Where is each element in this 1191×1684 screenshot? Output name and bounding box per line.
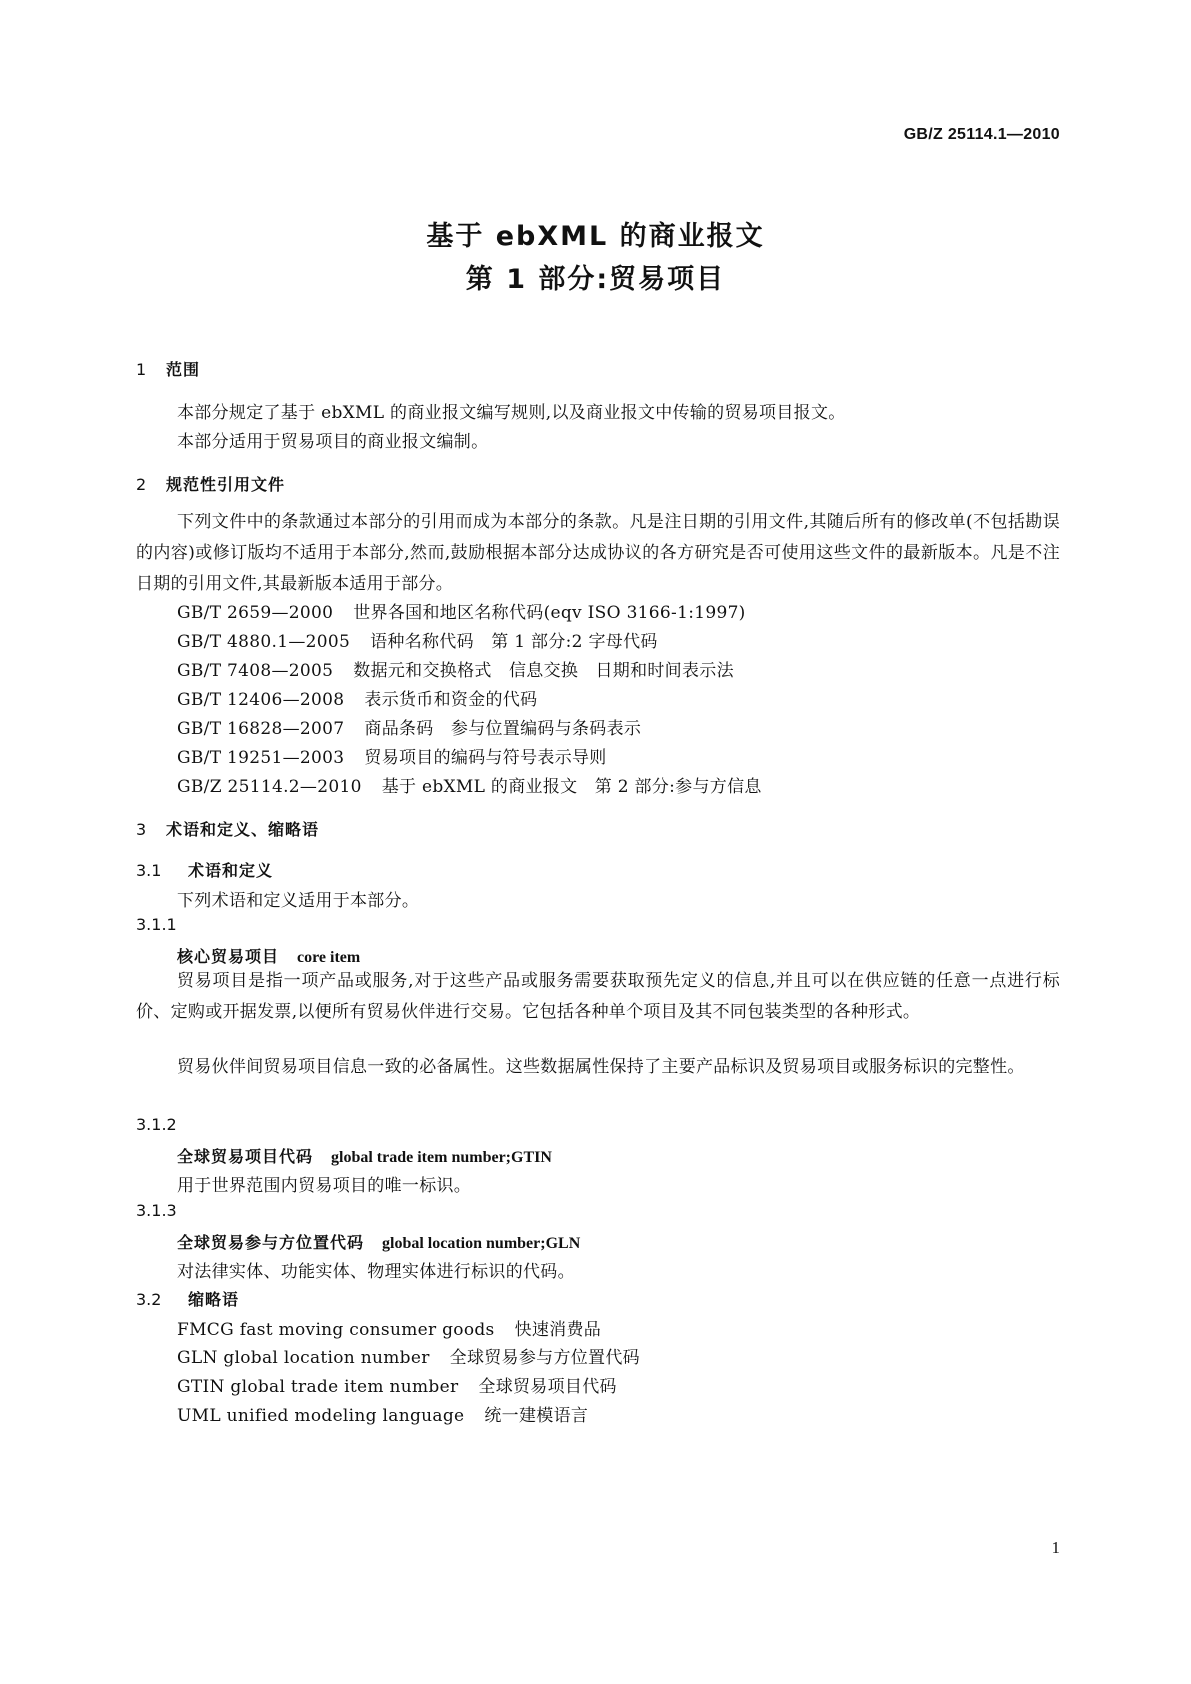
- abbreviation-term: GLN global location number: [177, 1348, 430, 1368]
- abbreviation-meaning: 全球贸易参与方位置代码: [449, 1348, 640, 1368]
- subsection-3-1-heading: [136, 858, 273, 881]
- reference-title: 表示货币和资金的代码: [364, 690, 538, 710]
- subsection-title: 缩略语: [188, 1290, 240, 1309]
- term-english-name: global location number;GLN: [382, 1235, 581, 1252]
- term-chinese-name: 核心贸易项目: [177, 947, 280, 966]
- abbreviation-meaning: 统一建模语言: [484, 1406, 589, 1426]
- document-title-line1: 基于 ebXML 的商业报文: [426, 221, 765, 252]
- reference-title: 语种名称代码 第 1 部分:2 字母代码: [370, 632, 658, 652]
- normative-reference-item: [177, 627, 658, 652]
- document-title-line2: 第 1 部分:贸易项目: [465, 264, 726, 295]
- term-heading: [177, 944, 360, 967]
- abbreviation-term: FMCG fast moving consumer goods: [177, 1320, 495, 1340]
- normative-reference-item: [177, 685, 537, 710]
- term-chinese-name: 全球贸易参与方位置代码: [177, 1233, 365, 1252]
- page-number: 1: [1051, 1538, 1060, 1557]
- section-1-paragraph: 本部分规定了基于 ebXML 的商业报文编写规则,以及商业报文中传输的贸易项目报文。: [177, 403, 846, 423]
- abbreviation-meaning: 全球贸易项目代码: [478, 1377, 617, 1397]
- normative-reference-item: [177, 743, 607, 768]
- term-definition-paragraph: 贸易伙伴间贸易项目信息一致的必备属性。这些数据属性保持了主要产品标识及贸易项目或服务标识的完整性。: [177, 1057, 1025, 1077]
- subsection-3-1-intro: 下列术语和定义适用于本部分。: [177, 891, 420, 911]
- abbreviation-item: [177, 1343, 640, 1368]
- normative-reference-item: [177, 714, 641, 739]
- term-definition-paragraph: 贸易项目是指一项产品或服务,对于这些产品或服务需要获取预先定义的信息,并且可以在供应链的任意一点进行标价、定购或开据发票,以便所有贸易伙伴进行交易。它包括各种单个项目及其不同包装类型的各种形式。: [136, 971, 1060, 1022]
- section-1-paragraph: 本部分适用于贸易项目的商业报文编制。: [177, 432, 489, 452]
- reference-code: GB/T 2659—2000: [177, 603, 334, 623]
- subsection-3-2-heading: [136, 1287, 239, 1310]
- section-title: 规范性引用文件: [166, 475, 286, 494]
- reference-code: GB/Z 25114.2—2010: [177, 777, 362, 797]
- abbreviation-term: UML unified modeling language: [177, 1406, 465, 1426]
- term-number: 3.1.3: [136, 1201, 177, 1220]
- abbreviation-term: GTIN global trade item number: [177, 1377, 459, 1397]
- section-title: 范围: [166, 360, 201, 379]
- reference-title: 世界各国和地区名称代码(eqv ISO 3166-1:1997): [353, 603, 746, 623]
- abbreviation-item: [177, 1401, 588, 1426]
- reference-code: GB/T 7408—2005: [177, 661, 334, 681]
- subsection-title: 术语和定义: [188, 861, 274, 880]
- reference-code: GB/T 19251—2003: [177, 748, 345, 768]
- term-definition-paragraph: 用于世界范围内贸易项目的唯一标识。: [177, 1176, 472, 1196]
- term-heading: [177, 1144, 552, 1167]
- reference-code: GB/T 4880.1—2005: [177, 632, 351, 652]
- normative-reference-item: [177, 598, 746, 623]
- term-english-name: core item: [297, 949, 361, 966]
- term-number: 3.1.1: [136, 915, 177, 934]
- reference-title: 数据元和交换格式 信息交换 日期和时间表示法: [353, 661, 734, 681]
- reference-title: 基于 ebXML 的商业报文 第 2 部分:参与方信息: [381, 777, 762, 797]
- section-title: 术语和定义、缩略语: [166, 820, 320, 839]
- abbreviation-item: [177, 1315, 601, 1340]
- reference-title: 贸易项目的编码与符号表示导则: [364, 748, 607, 768]
- standard-number: GB/Z 25114.1—2010: [903, 126, 1060, 143]
- section-number: 1: [136, 360, 147, 379]
- abbreviation-item: [177, 1372, 617, 1397]
- section-2-heading: [136, 472, 285, 495]
- term-definition-paragraph: 对法律实体、功能实体、物理实体进行标识的代码。: [177, 1262, 575, 1282]
- term-number: 3.1.2: [136, 1115, 177, 1134]
- term-english-name: global trade item number;GTIN: [331, 1149, 552, 1166]
- term-chinese-name: 全球贸易项目代码: [177, 1147, 314, 1166]
- subsection-number: 3.1: [136, 861, 162, 880]
- section-2-intro-paragraph: 下列文件中的条款通过本部分的引用而成为本部分的条款。凡是注日期的引用文件,其随后所有的修改单(不包括勘误的内容)或修订版均不适用于本部分,然而,鼓励根据本部分达成协议的各方研究是否可使用这些文件的最新版本。凡是不注日期的引用文件,其最新版本适用于部分。: [136, 512, 1060, 594]
- reference-code: GB/T 16828—2007: [177, 719, 345, 739]
- section-number: 2: [136, 475, 147, 494]
- reference-title: 商品条码 参与位置编码与条码表示: [364, 719, 642, 739]
- reference-code: GB/T 12406—2008: [177, 690, 345, 710]
- section-number: 3: [136, 820, 147, 839]
- normative-reference-item: [177, 772, 762, 797]
- abbreviation-meaning: 快速消费品: [514, 1320, 602, 1340]
- subsection-number: 3.2: [136, 1290, 162, 1309]
- term-heading: [177, 1230, 580, 1253]
- section-3-heading: [136, 817, 319, 840]
- normative-reference-item: [177, 656, 734, 681]
- section-1-heading: [136, 357, 200, 380]
